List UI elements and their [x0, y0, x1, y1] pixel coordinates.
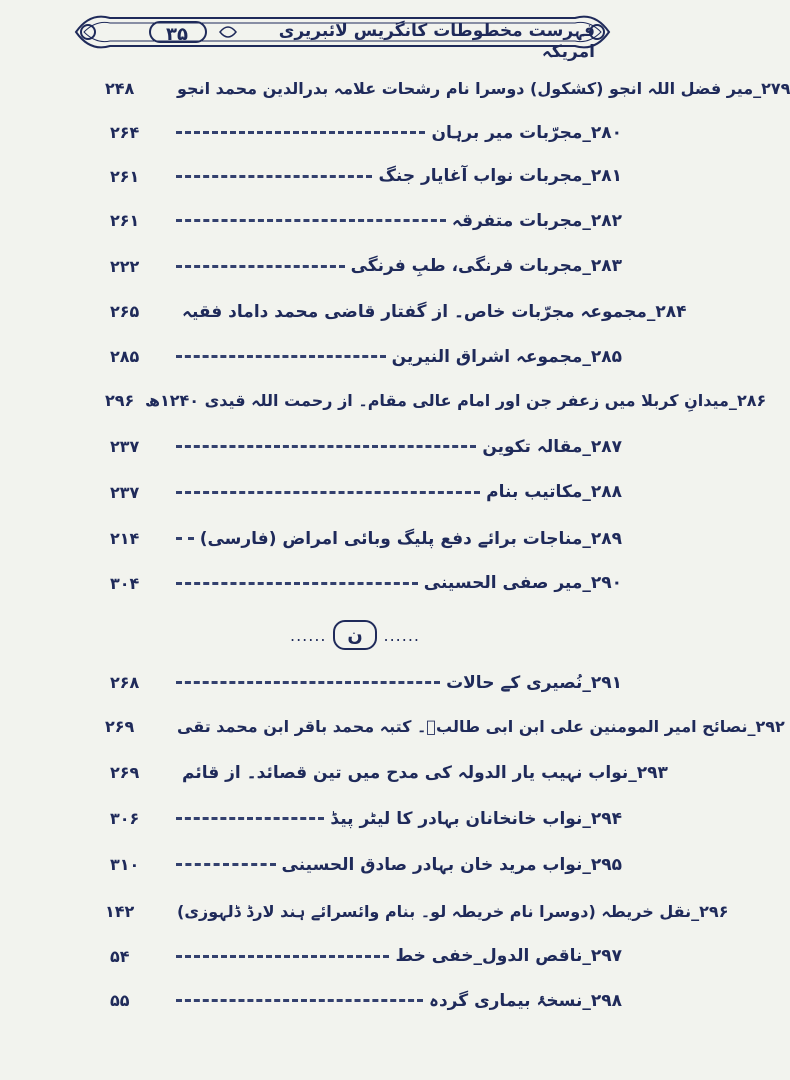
index-entry-297 [110, 942, 622, 970]
index-entry-292 [105, 712, 785, 740]
entry-page: ۲۶۱ [110, 210, 140, 230]
page-header [70, 10, 615, 62]
section-divider [290, 620, 420, 650]
entry-page: ۳۰۶ [110, 808, 140, 828]
entry-page: ۲۶۹ [105, 716, 135, 736]
entry-page: ۵۵ [110, 990, 130, 1010]
index-entry-281 [110, 162, 622, 190]
leader-dashes [176, 491, 480, 494]
index-entry-293 [110, 758, 668, 786]
entry-title: ۲۸۰_مجرّبات میر برہان [431, 122, 622, 143]
index-entry-282 [110, 206, 622, 234]
page-number: ۳۵ [166, 24, 188, 45]
entry-title: ۲۸۹_مناجات برائے دفع پلیگ وبائی امراض (فارسی) [199, 528, 622, 549]
entry-page: ۲۲۲ [110, 256, 140, 276]
index-entry-286 [105, 386, 767, 414]
index-entry-290 [110, 569, 622, 597]
leader-dashes [176, 582, 418, 585]
entry-page: ۱۴۲ [105, 901, 135, 921]
index-entry-287 [110, 432, 622, 460]
index-entry-296 [105, 897, 729, 925]
index-entry-280 [110, 118, 622, 146]
index-entry-284 [110, 297, 687, 325]
entry-page: ۲۳۷ [110, 436, 140, 456]
entry-title: ۲۸۶_میدانِ کربلا میں زعفر جن اور امام عالی مقام۔ از رحمت اللہ قیدی ۱۲۴۰ھ [145, 390, 767, 410]
entry-title: ۲۸۱_مجربات نواب آغایار جنگ [378, 166, 622, 186]
entry-title: ۲۹۰_میر صفی الحسینی [423, 573, 622, 593]
entry-page: ۲۶۱ [110, 166, 140, 186]
entry-title: ۲۹۳_نواب نہیب یار الدولہ کی مدح میں تین قصائد۔ از قائم [182, 762, 668, 783]
entry-page: ۲۶۹ [110, 762, 140, 782]
entry-title: ۲۸۸_مکاتیب بنام [486, 482, 622, 502]
leader-dashes [176, 219, 446, 222]
leader-dashes [176, 131, 425, 134]
leader-dashes [176, 445, 476, 448]
page-title: فہرست مخطوطات کانگریس لائبریری امریکہ [278, 21, 595, 62]
entry-page: ۲۶۸ [110, 672, 140, 692]
entry-page: ۲۸۵ [110, 346, 140, 366]
entry-title: ۲۷۹_میر فضل اللہ انجو (کشکول) دوسرا نام رشحات علامہ بدرالدین محمد انجو [177, 78, 790, 98]
leader-dashes [176, 999, 423, 1002]
entry-title: ۲۹۴_نواب خانخانان بہادر کا لیٹر پیڈ [330, 808, 622, 829]
leader-dashes [176, 265, 345, 268]
entry-title: ۲۸۲_مجربات متفرقہ [451, 210, 622, 231]
index-entry-285 [110, 342, 622, 370]
divider-dots-right: ...... [383, 625, 420, 645]
entry-page: ۲۴۸ [105, 78, 135, 98]
index-entry-289 [110, 524, 622, 552]
entry-page: ۳۱۰ [110, 854, 140, 874]
leader-dashes [176, 863, 276, 866]
index-entry-294 [110, 804, 622, 832]
entry-title: ۲۹۵_نواب مرید خان بہادر صادق الحسینی [281, 854, 622, 875]
entry-title: ۲۸۴_مجموعہ مجرّبات خاص۔ از گفتار قاضی محمد داماد فقیہ [182, 301, 687, 322]
entry-title: ۲۸۵_مجموعہ اشراق النیرین [391, 346, 622, 367]
section-letter-ornament: ن [333, 620, 378, 650]
leader-dashes [176, 681, 440, 684]
leader-dashes [176, 955, 389, 958]
leader-dashes [176, 355, 386, 358]
entry-page: ۲۳۷ [110, 482, 140, 502]
entry-title: ۲۸۷_مقالہ تکوین [482, 436, 622, 457]
entry-title: ۲۹۲_نصائح امیر المومنین علی ابن ابی طالبؑ۔ کتبہ محمد باقر ابن محمد تقی [177, 716, 785, 736]
entry-title: ۲۹۸_نسخۂ بیماری گردہ [429, 990, 622, 1011]
leader-dashes [176, 537, 194, 540]
entry-page: ۳۰۴ [110, 573, 140, 593]
entry-title: ۲۸۳_مجربات فرنگی، طبِ فرنگی [350, 256, 622, 276]
entry-page: ۲۶۴ [110, 122, 140, 142]
entry-page: ۲۱۴ [110, 528, 140, 548]
index-entry-295 [110, 850, 622, 878]
entry-title: ۲۹۱_نُصیری کے حالات [446, 672, 622, 693]
entry-page: ۲۹۶ [105, 390, 135, 410]
entry-page: ۵۴ [110, 946, 130, 966]
entry-page: ۲۶۵ [110, 301, 140, 321]
index-entry-283 [110, 252, 622, 280]
index-entry-288 [110, 478, 622, 506]
index-entry-291 [110, 668, 622, 696]
leader-dashes [176, 817, 324, 820]
entry-title: ۲۹۶_نقل خریطہ (دوسرا نام خریطہ لو۔ بنام وائسرائے ہند لارڈ ڈلہوزی) [177, 901, 729, 921]
entry-title: ۲۹۷_ناقص الدول_خفی خط [395, 946, 622, 966]
index-entry-279 [105, 74, 790, 102]
divider-dots-left: ...... [290, 625, 327, 645]
leader-dashes [176, 175, 372, 178]
index-entry-298 [110, 986, 622, 1014]
